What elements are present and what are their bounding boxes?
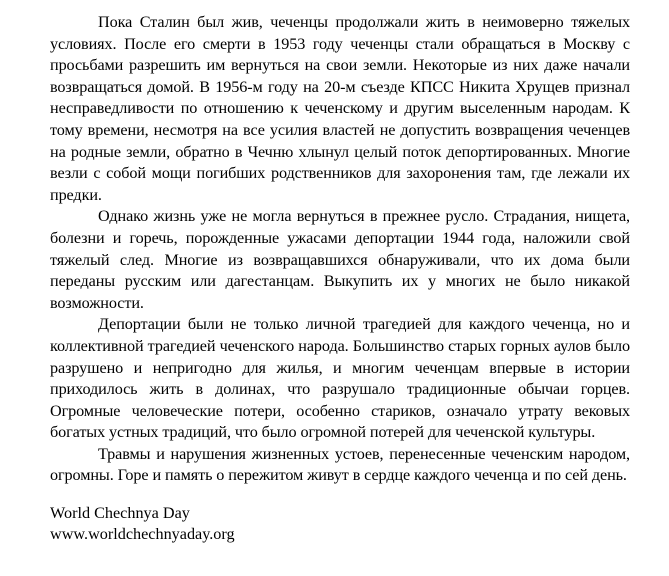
footer-website: www.worldchechnyaday.org [50, 525, 235, 543]
paragraph-1: Пока Сталин был жив, чеченцы продолжали жить в неимоверно тяжелых условиях. После его смерти в 1953 году чеченцы стали обращаться в Москву с просьбами разрешить им вернуться на свои земли. Некоторые из них даже начали возвращаться домой. В 1956-м году на 20-м съезде КПСС Никита Хрущев признал несправедливости по отношению к чеченскому и другим выселенным народам. К тому времени, несмотря на все усилия властей не допустить возвращения чеченцев на родные земли, обратно в Чечню хлынул целый поток депортированных. Многие везли с собой мощи погибших родственников для захоронения там, где лежали их предки. [50, 13, 630, 204]
footer [50, 503, 235, 545]
paragraph-4: Травмы и нарушения жизненных устоев, перенесенные чеченским народом, огромны. Горе и память о пережитом живут в сердце каждого чеченца и по сей день. [50, 444, 630, 485]
document-body [50, 12, 630, 487]
footer-organization: World Chechnya Day [50, 504, 190, 522]
paragraph-2: Однако жизнь уже не могла вернуться в прежнее русло. Страдания, нищета, болезни и горечь, порожденные ужасами депортации 1944 года, наложили свой тяжелый след. Многие из возвращавшихся обнаруживали, что их дома были переданы русским или дагестанцам. Выкупить их у многих не было никакой возможности. [50, 207, 630, 312]
paragraph-3: Депортации были не только личной трагедией для каждого чеченца, но и коллективной трагедией чеченского народа. Большинство старых горных аулов было разрушено и непригодно для жилья, и многим чеченцам впервые в истории приходилось жить в долинах, что разрушало традиционные обычаи горцев. Огромные человеческие потери, особенно стариков, означало утрату вековых богатых устных традиций, что было огромной потерей для чеченской культуры. [50, 315, 630, 442]
